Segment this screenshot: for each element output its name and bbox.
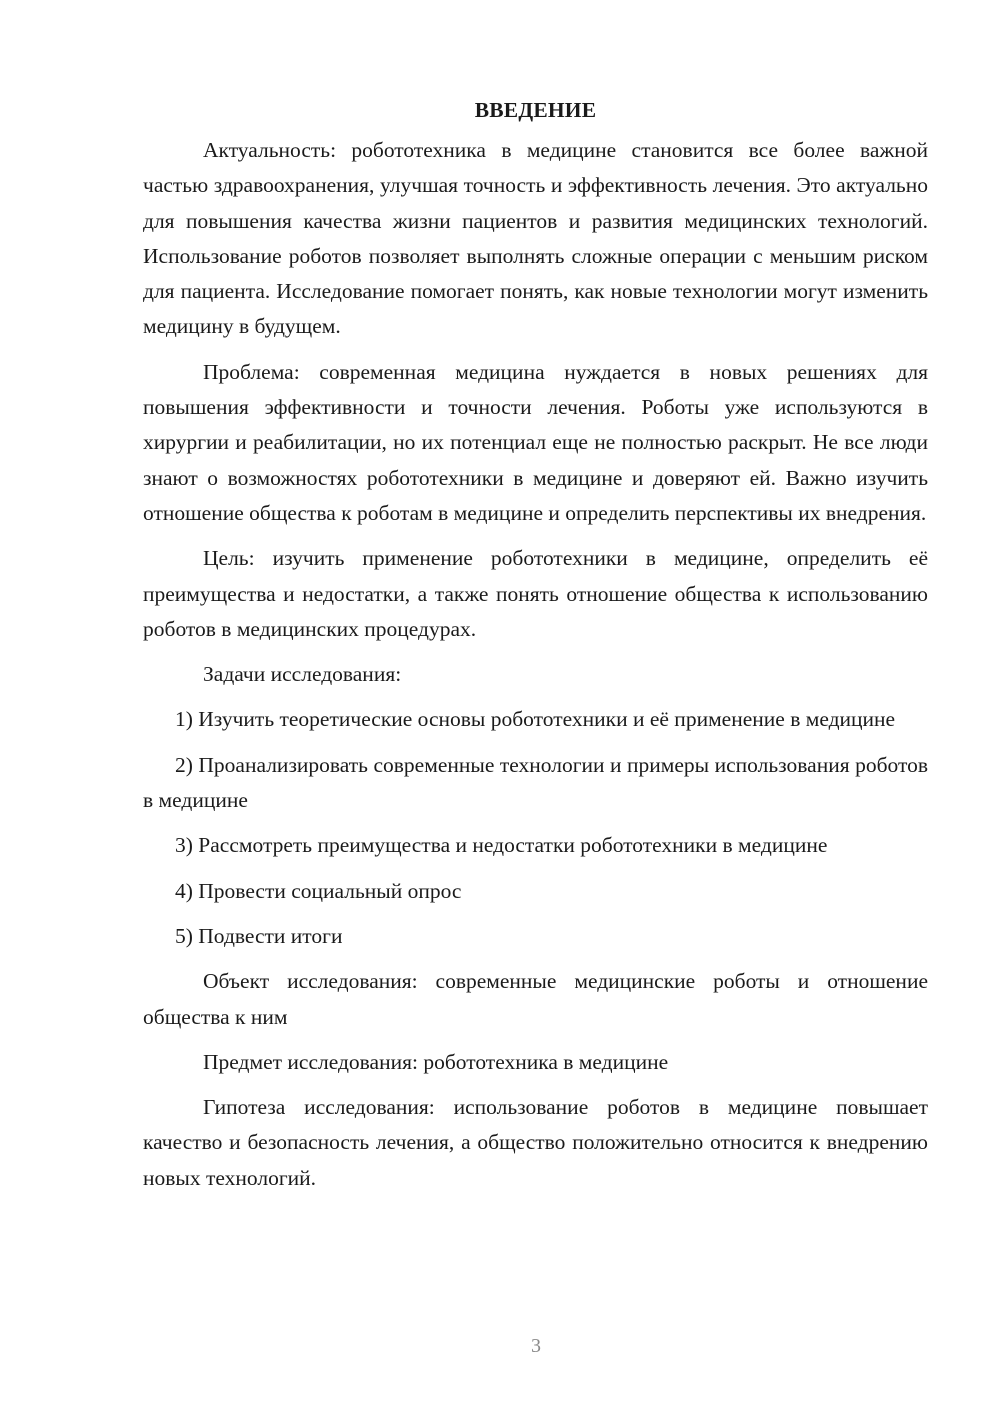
task-item-5: 5) Подвести итоги [175,923,343,948]
task-item-4: 4) Провести социальный опрос [175,878,462,903]
task-item-2: 2) Проанализировать современные технологии и примеры использования роботов в медицине [143,752,928,813]
paragraph-object: Объект исследования: современные медицинские роботы и отношение общества к ним [143,969,928,1029]
paragraph-goal: Цель: изучить применение робототехники в медицине, определить её преимущества и недостатки, а также понять отношение общества к использованию роботов в медицинских процедурах. [143,546,928,641]
page-number: 3 [531,1335,541,1357]
page-title: ВВЕДЕНИЕ [474,98,597,122]
task-item-3: 3) Рассмотреть преимущества и недостатки робототехники в медицине [175,833,828,858]
document-page [143,96,928,1196]
paragraph-subject: Предмет исследования: робототехника в медицине [203,1049,669,1074]
tasks-heading: Задачи исследования: [203,662,402,687]
paragraph-hypothesis: Гипотеза исследования: использование роботов в медицине повышает качество и безопасность лечения, а общество положительно относится к внедрению новых технологий. [143,1095,928,1190]
paragraph-problem: Проблема: современная медицина нуждается в новых решениях для повышения эффективности и точности лечения. Роботы уже используются в хирургии и реабилитации, но их потенциал еще не полностью раскрыт. Не все люди знают о возможностях робототехники в медицине и доверяют ей. Важно изучить отношение общества к роботам в медицине и определить перспективы их внедрения. [143,359,928,525]
paragraph-relevance: Актуальность: робототехника в медицине становится все более важной частью здравоохранения, улучшая точность и эффективность лечения. Это актуально для повышения качества жизни пациентов и развития медицинских технологий. Использование роботов позволяет выполнять сложные операции с меньшим риском для пациента. Исследование помогает понять, как новые технологии могут изменить медицину в будущем. [143,138,928,339]
task-item-1: 1) Изучить теоретические основы робототехники и её применение в медицине [175,707,896,732]
